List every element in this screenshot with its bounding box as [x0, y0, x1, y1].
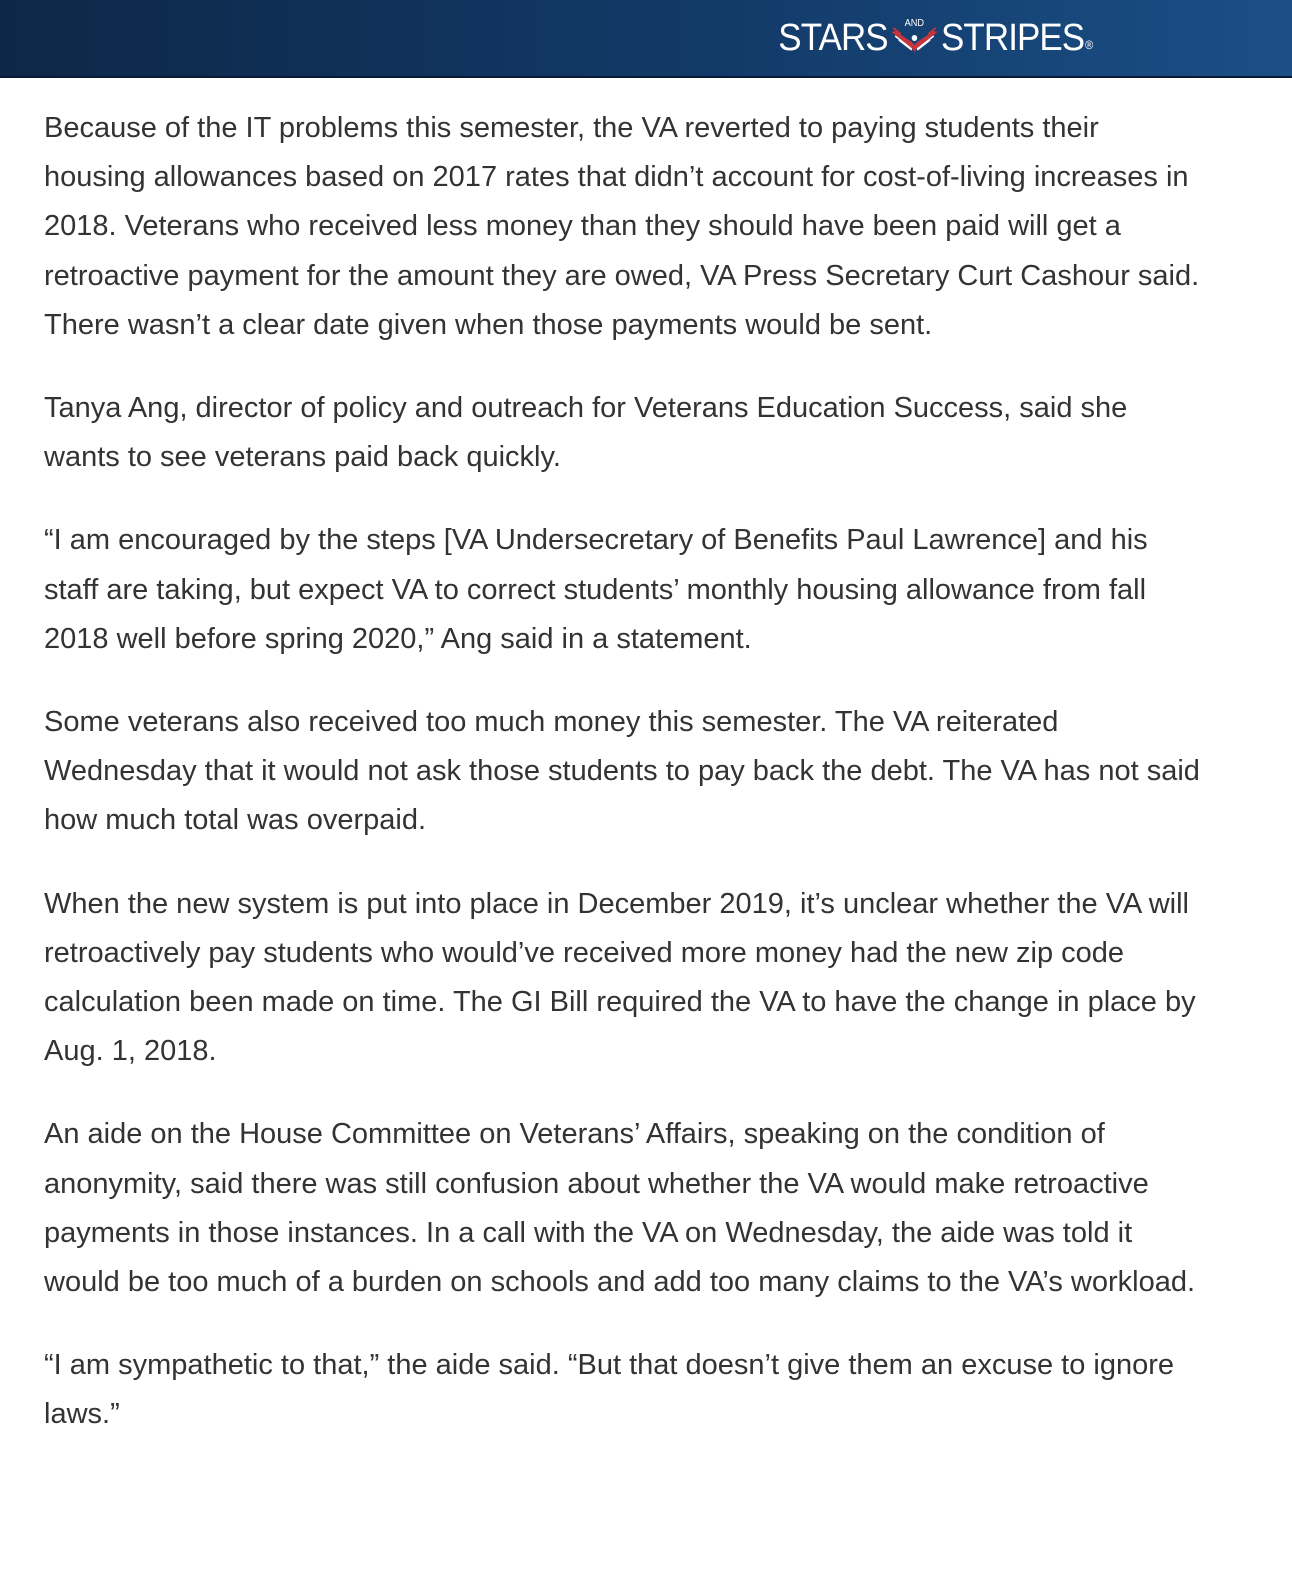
eagle-flag-icon — [889, 22, 939, 56]
article-paragraph: When the new system is put into place in December 2019, it’s unclear whether the VA will retroactively pay students who would’ve received more money had the new zip code calculation been made on time. The GI Bill required the VA to have the change in place by Aug. 1, 2018. — [44, 887, 1196, 1068]
article-paragraph: Because of the IT problems this semester, the VA reverted to paying students their housing allowances based on 2017 rates that didn’t account for cost-of-living increases in 2018. Veterans who received less money than they should have been paid will get a retroactive payment for the amount they are owed, VA Press Secretary Curt Cashour said. There wasn’t a clear date given when those payments would be sent. — [44, 112, 1200, 341]
site-header — [0, 0, 1292, 78]
article-paragraph: “I am sympathetic to that,” the aide said. “But that doesn’t give them an excuse to ignore laws.” — [44, 1349, 1174, 1431]
logo-word-stripes: STRIPES — [940, 17, 1084, 59]
registered-mark: ® — [1084, 38, 1092, 52]
article-paragraph: Tanya Ang, director of policy and outreach for Veterans Education Success, said she wants to see veterans paid back quickly. — [44, 392, 1128, 474]
article-body — [44, 104, 1204, 1474]
stars-and-stripes-logo[interactable] — [778, 14, 1092, 62]
article-paragraph: “I am encouraged by the steps [VA Undersecretary of Benefits Paul Lawrence] and his staff are taking, but expect VA to correct students’ monthly housing allowance from fall 2018 well before spring 2020,” Ang said in a statement. — [44, 524, 1148, 655]
logo-emblem — [889, 18, 939, 58]
logo-word-stars: STARS — [777, 17, 888, 59]
article-paragraph: An aide on the House Committee on Veterans’ Affairs, speaking on the condition of anonymity, said there was still confusion about whether the VA would make retroactive payments in those instances. In a call with the VA on Wednesday, the aide was told it would be too much of a burden on schools and add too many claims to the VA’s workload. — [44, 1118, 1196, 1299]
article-paragraph: Some veterans also received too much money this semester. The VA reiterated Wednesday that it would not ask those students to pay back the debt. The VA has not said how much total was overpaid. — [44, 706, 1200, 837]
logo-word-and: AND — [904, 18, 924, 29]
